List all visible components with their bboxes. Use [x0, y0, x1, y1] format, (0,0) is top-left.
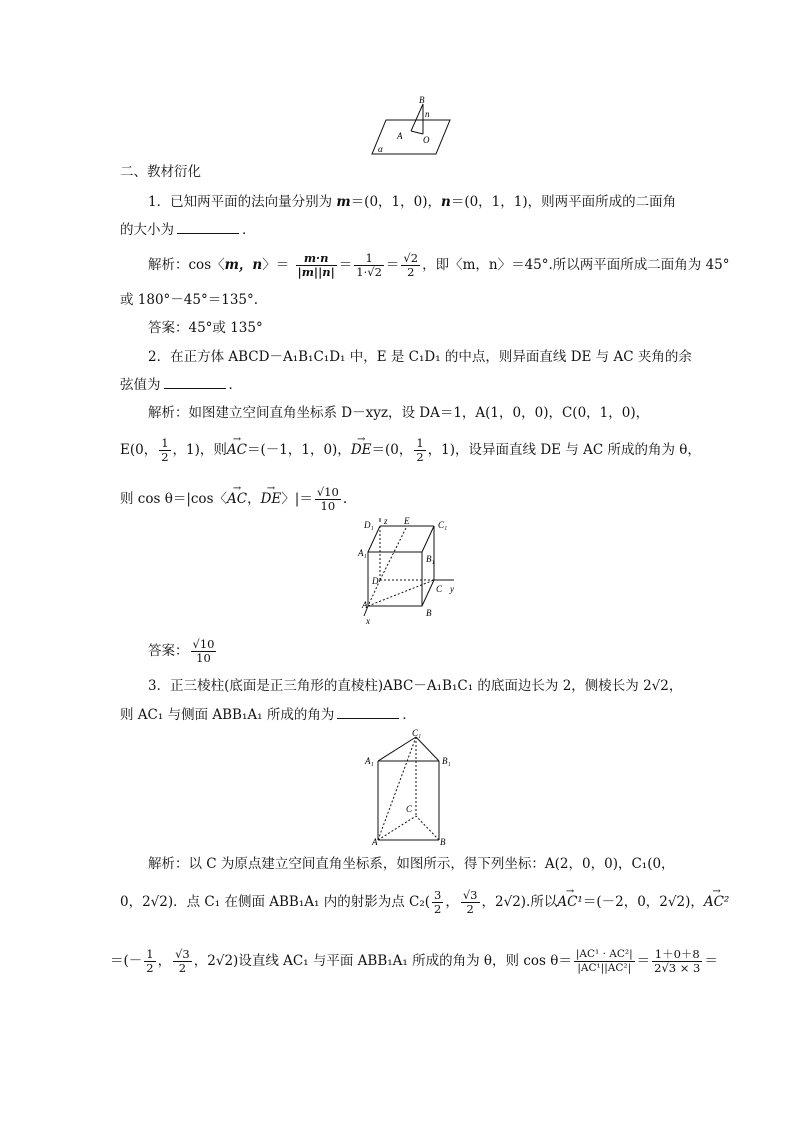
q1-frac1: $\frac{m\cdot n}{|m||n|}$ [297, 251, 335, 279]
figure-prism [364, 728, 462, 846]
q1-sol-mn: m，n [224, 257, 263, 273]
q2-answer-label: 答案： [148, 643, 189, 659]
vec-ac: → AC [227, 440, 247, 460]
q2-line2 [120, 374, 242, 395]
label-e: E [404, 516, 410, 526]
label-a: A [397, 131, 403, 141]
label-alpha: α [378, 144, 383, 154]
label-c1: C₁ [438, 520, 448, 530]
q1-end: ． [242, 222, 256, 238]
label-y: y [450, 584, 454, 594]
label-o: O [423, 135, 430, 145]
q3-end: ． [402, 707, 416, 723]
q1-frac3: $\frac{√2}{2}$ [403, 251, 419, 279]
vec-ac-2: → AC [227, 489, 247, 509]
q1-text-a: 1．已知两平面的法向量分别为 [148, 194, 337, 210]
figure-cube [360, 516, 466, 626]
q1-line2 [120, 219, 256, 240]
q1-sol-label: 解析：cos〈 [148, 257, 225, 273]
q2-text-b: 弦值为 [120, 377, 161, 393]
segment-ab [411, 104, 423, 131]
segment-ao [411, 131, 423, 134]
q2-ac-val: ＝(－1，1，0)， [247, 442, 351, 458]
vec-ac1: → AC¹ [557, 892, 583, 912]
q3-comma-c: ， [157, 953, 172, 969]
q2-answer-blank [164, 374, 226, 389]
q2-half-2: $\frac{1}{2}$ [416, 436, 424, 464]
q1-frac2: $\frac{1}{1\cdot√2}$ [356, 251, 382, 279]
q3-last-frac: $\frac{1+0+8}{2√3 \times 3}$ [654, 947, 701, 975]
label-d1: D₁ [364, 520, 374, 530]
q3-sol-b3: ，2√2).所以 [481, 894, 558, 910]
q3-answer-blank [337, 704, 399, 719]
q3-sol-c1: ＝(－ [110, 953, 143, 969]
label-a-prism: A [372, 837, 378, 847]
figure-plane-normal [370, 94, 452, 158]
q2-de-val: ＝(0， [371, 442, 413, 458]
label-d: D [372, 576, 379, 586]
q2-end: ． [228, 377, 242, 393]
q3-text-b: 则 AC₁ 与侧面 ABB₁A₁ 所成的角为 [120, 707, 335, 723]
label-c: C [436, 584, 443, 594]
q1-text-b: 的大小为 [120, 222, 174, 238]
q2-solution-line1: 解析：如图建立空间直角坐标系 D－xyz，设 DA＝1，A(1，0，0)，C(0，1，0)， [148, 405, 650, 421]
q3-frac-c: $\frac{1}{2}$ [146, 947, 154, 975]
q2-line1: 2．在正方体 ABCD－A₁B₁C₁D₁ 中，E 是 C₁D₁ 的中点，则异面直线 DE 与 AC 夹角的余 [148, 349, 692, 365]
q3-line1: 3．正三棱柱(底面是正三角形的直棱柱)ABC－A₁B₁C₁ 的底面边长为 2，侧棱长为 2√2， [148, 678, 683, 694]
q1-answer-blank [177, 219, 239, 234]
q3-eq: ＝ [636, 953, 651, 969]
q2-answer [148, 638, 218, 665]
q3-line2 [120, 704, 416, 725]
q2-half-1: $\frac{1}{2}$ [161, 436, 169, 464]
q3-frac-b: $\frac{√3}{2}$ [462, 888, 478, 916]
plane-alpha [372, 120, 450, 154]
vec-de: → DE [351, 440, 372, 460]
q2-e-coord: E(0， [120, 442, 158, 458]
q2-solution-line2 [120, 437, 701, 464]
label-a1: A₁ [358, 548, 367, 558]
q3-tail: ＝ [704, 953, 718, 969]
q1-solution-line2: 或 180°－45°＝135°. [120, 292, 259, 308]
label-a: A [362, 600, 368, 610]
label-b1-prism: B₁ [442, 756, 451, 766]
section-title: 二、教材衍化 [120, 164, 201, 180]
q1-answer: 答案：45°或 135° [148, 320, 263, 336]
q2-comma: ， [247, 491, 261, 507]
label-c-prism: C [406, 804, 413, 814]
q1-sol-eq: 〉＝ [262, 257, 290, 273]
label-c1-prism: C₁ [412, 728, 422, 738]
q3-frac-d: $\frac{√3}{2}$ [175, 947, 190, 975]
q3-solution-line3 [110, 948, 718, 975]
q3-sol-c3: ，2√2)设直线 AC₁ 与平面 ABB₁A₁ 所成的角为 θ，则 cos θ＝ [193, 953, 572, 969]
q2-cos-a: 则 cos θ＝|cos〈 [120, 491, 227, 507]
q3-comma-a: ， [445, 894, 459, 910]
q2-then: ，1)，则 [172, 442, 227, 458]
label-n: n [425, 109, 430, 119]
q1-sol-rest: ，即〈m，n〉＝45°.所以两平面所成二面角为 45° [422, 257, 730, 273]
q1-n-val: ＝(0，1，1)，则两平面所成的二面角 [450, 194, 677, 210]
q2-cos-b: 〉|＝ [281, 491, 313, 507]
q3-solution-line1: 解析：以 C 为原点建立空间直角坐标系，如图所示，得下列坐标：A(2，0，0)，C₁(0， [148, 856, 675, 872]
q1-solution-line1: 解析：cos〈m，n〉＝ $\frac{m\cdot n}{|m||n|}$ ＝ $\frac{1}{1\cdot√2}$ ＝ $\frac{√2}{2}$ ，即〈m，n〉＝45°.所以两平面所成二面角为 45° [148, 251, 730, 279]
q3-frac-a: $\frac{3}{2}$ [434, 888, 442, 916]
q2-result: $\frac{√10}{10}$ [316, 485, 339, 513]
q2-theta-def: ，1)，设异面直线 DE 与 AC 所成的角为 θ， [427, 442, 701, 458]
q1-line1 [148, 192, 676, 212]
vec-de-2: → DE [261, 489, 282, 509]
vec-ac2: → AC² [704, 892, 730, 912]
label-b: B [419, 95, 425, 105]
label-b: B [426, 608, 432, 618]
q3-sol-b: 0，2√2)．点 C₁ 在侧面 ABB₁A₁ 内的射影为点 C₂( [120, 894, 431, 910]
q3-sol-b4: ＝(－2，0，2√2)， [582, 894, 704, 910]
q2-answer-frac: $\frac{√10}{10}$ [192, 637, 215, 665]
label-x: x [366, 616, 370, 626]
label-b-prism: B [440, 837, 446, 847]
q1-n: n [441, 194, 451, 210]
q3-solution-line2 [120, 889, 729, 916]
q1-m-val: ＝(0，1，0)， [350, 194, 441, 210]
label-a1-prism: A₁ [365, 756, 374, 766]
label-z: z [384, 516, 388, 526]
q1-m: m [336, 194, 351, 210]
label-b1: B₁ [426, 554, 435, 564]
q3-big-frac: $\frac{\text{|AC¹ · AC²|}}{\text{|AC¹||AC²|}}$ [575, 948, 633, 974]
q2-solution-line3: 则 cos θ＝|cos〈→ AC，→ DE〉|＝ $\frac{√10}{10}$ . [120, 486, 347, 513]
